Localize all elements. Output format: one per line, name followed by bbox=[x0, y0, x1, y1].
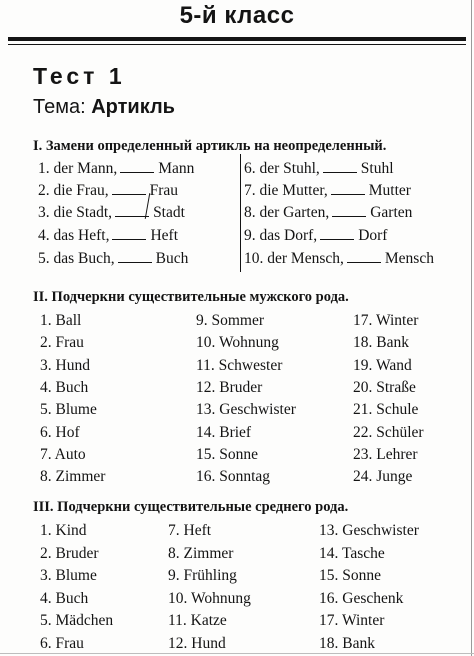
s3-word[interactable]: 1. Kind bbox=[40, 522, 87, 539]
s3-word[interactable]: 2. Bruder bbox=[40, 545, 99, 562]
s2-word[interactable]: 23. Lehrer bbox=[353, 446, 418, 463]
s2-word[interactable]: 13. Geschwister bbox=[196, 401, 296, 418]
s3-word[interactable]: 7. Heft bbox=[168, 522, 212, 539]
s1-item-5: 5. das Buch, Buch bbox=[38, 250, 189, 267]
s3-word[interactable]: 11. Katze bbox=[168, 612, 227, 629]
s1-item-6: 6. der Stuhl, Stuhl bbox=[244, 160, 394, 177]
s2-word[interactable]: 12. Bruder bbox=[196, 379, 263, 396]
s2-word[interactable]: 11. Schwester bbox=[196, 357, 283, 374]
s2-word[interactable]: 3. Hund bbox=[40, 357, 90, 374]
header-rule-thin bbox=[8, 44, 466, 45]
scan-edge-right bbox=[471, 0, 472, 656]
s2-word[interactable]: 14. Brief bbox=[196, 424, 252, 441]
s2-word[interactable]: 24. Junge bbox=[353, 468, 413, 485]
grade-heading: 5-й класс bbox=[179, 2, 295, 29]
section1-heading: I. Замени определенный артикль на неопределенный. bbox=[33, 138, 387, 154]
s1-item-3: 3. die Stadt, Stadt bbox=[38, 204, 185, 221]
s3-word[interactable]: 12. Hund bbox=[168, 635, 226, 652]
s1-item-9: 9. das Dorf, Dorf bbox=[244, 227, 388, 244]
test-title: Тест 1 bbox=[33, 63, 126, 89]
s3-word[interactable]: 8. Zimmer bbox=[168, 545, 234, 562]
section3-heading: III. Подчеркни существительные среднего рода. bbox=[33, 499, 349, 515]
s2-word[interactable]: 5. Blume bbox=[40, 401, 97, 418]
section1-column-divider bbox=[240, 154, 241, 272]
s2-word[interactable]: 6. Hof bbox=[40, 424, 80, 441]
s3-word[interactable]: 14. Tasche bbox=[319, 545, 385, 562]
s2-word[interactable]: 19. Wand bbox=[353, 357, 412, 374]
s3-word[interactable]: 18. Bank bbox=[319, 635, 375, 652]
s1-item-1: 1. der Mann, Mann bbox=[38, 160, 195, 177]
s1-item-4: 4. das Heft, Heft bbox=[38, 227, 178, 244]
answer-blank[interactable] bbox=[320, 227, 354, 240]
theme-value: Артикль bbox=[91, 96, 175, 118]
s1-item-8: 8. der Garten, Garten bbox=[244, 204, 413, 221]
s3-word[interactable]: 13. Geschwister bbox=[319, 522, 419, 539]
s3-word[interactable]: 10. Wohnung bbox=[168, 590, 251, 607]
theme-label: Тема: bbox=[33, 96, 86, 118]
s2-word[interactable]: 18. Bank bbox=[353, 334, 409, 351]
s2-word[interactable]: 2. Frau bbox=[40, 334, 84, 351]
answer-blank[interactable] bbox=[115, 204, 149, 217]
answer-blank[interactable] bbox=[331, 182, 365, 195]
s3-word[interactable]: 9. Frühling bbox=[168, 567, 237, 584]
s2-word[interactable]: 16. Sonntag bbox=[196, 468, 271, 485]
answer-blank[interactable] bbox=[112, 227, 146, 240]
s2-word[interactable]: 17. Winter bbox=[353, 312, 419, 329]
s2-word[interactable]: 15. Sonne bbox=[196, 446, 258, 463]
s3-word[interactable]: 6. Frau bbox=[40, 635, 84, 652]
answer-blank[interactable] bbox=[332, 204, 366, 217]
s3-word[interactable]: 5. Mädchen bbox=[40, 612, 114, 629]
s2-word[interactable]: 1. Ball bbox=[40, 312, 82, 329]
s3-word[interactable]: 3. Blume bbox=[40, 567, 97, 584]
s1-item-7: 7. die Mutter, Mutter bbox=[244, 182, 411, 199]
s2-word[interactable]: 10. Wohnung bbox=[196, 334, 279, 351]
scan-edge-bottom bbox=[0, 653, 474, 654]
answer-blank[interactable] bbox=[120, 160, 154, 173]
answer-blank[interactable] bbox=[323, 160, 357, 173]
answer-blank[interactable] bbox=[112, 182, 146, 195]
s3-word[interactable]: 15. Sonne bbox=[319, 567, 381, 584]
s3-word[interactable]: 17. Winter bbox=[319, 612, 385, 629]
s2-word[interactable]: 7. Auto bbox=[40, 446, 86, 463]
s3-word[interactable]: 4. Buch bbox=[40, 590, 89, 607]
answer-blank[interactable] bbox=[118, 250, 152, 263]
s1-item-2: 2. die Frau, Frau bbox=[38, 182, 179, 199]
s2-word[interactable]: 20. Straße bbox=[353, 379, 416, 396]
s1-item-10: 10. der Mensch, Mensch bbox=[244, 250, 434, 267]
answer-blank[interactable] bbox=[347, 250, 381, 263]
s2-word[interactable]: 4. Buch bbox=[40, 379, 89, 396]
section2-heading: II. Подчеркни существительные мужского рода. bbox=[33, 289, 349, 305]
s2-word[interactable]: 8. Zimmer bbox=[40, 468, 106, 485]
s2-word[interactable]: 21. Schule bbox=[353, 401, 419, 418]
s2-word[interactable]: 9. Sommer bbox=[196, 312, 265, 329]
header-rule-thick bbox=[8, 37, 466, 41]
s3-word[interactable]: 16. Geschenk bbox=[319, 590, 404, 607]
theme-line bbox=[33, 96, 175, 119]
s2-word[interactable]: 22. Schüler bbox=[353, 424, 424, 441]
